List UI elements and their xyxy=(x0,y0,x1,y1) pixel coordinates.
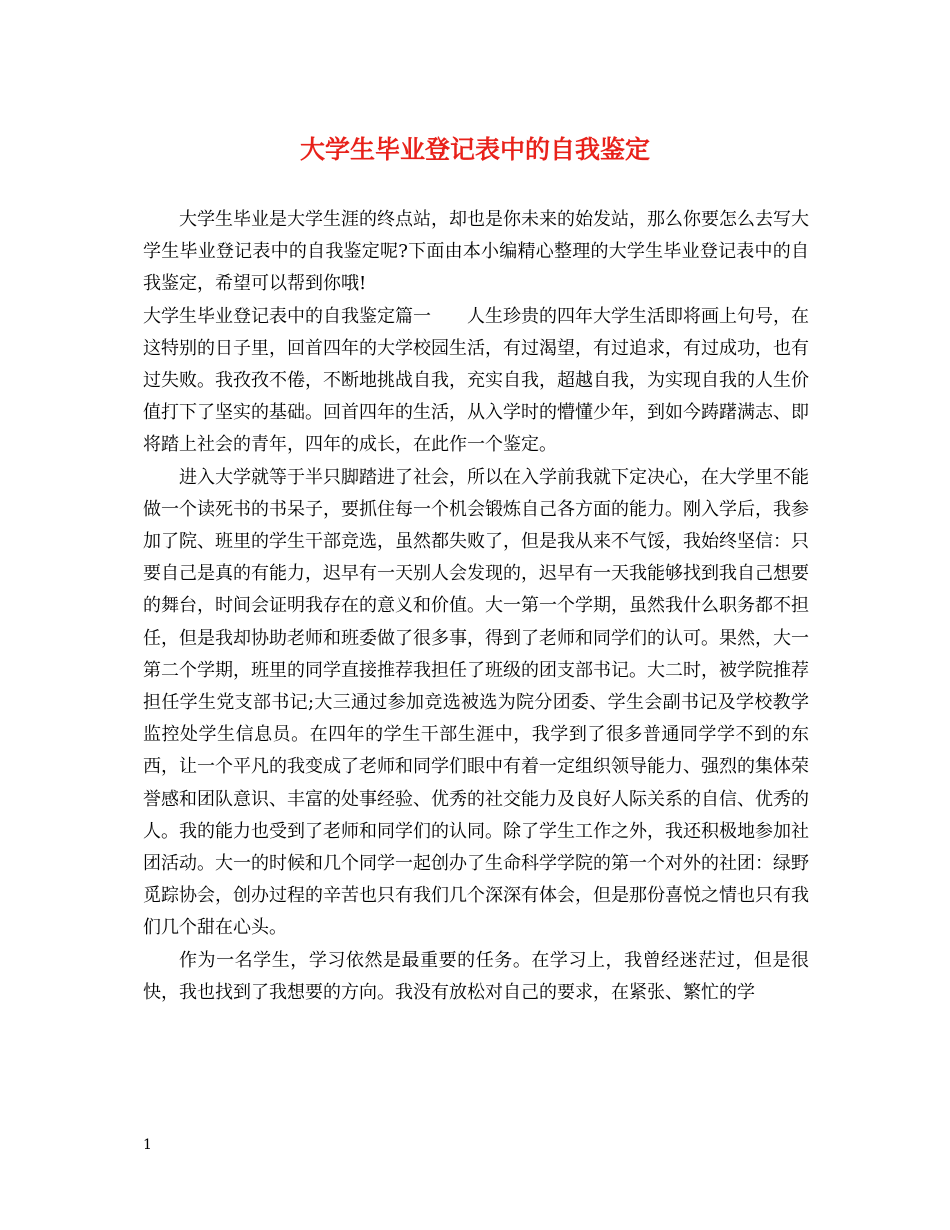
document-title: 大学生毕业登记表中的自我鉴定 xyxy=(299,135,650,164)
section-first-paragraph-text: 人生珍贵的四年大学生活即将画上句号，在这特别的日子里，回首四年的大学校园生活，有过渴望，有过追求，有过成功，也有过失败。我孜孜不倦，不断地挑战自我，充实自我，超越自我，为实现自我的人生价值打下了坚实的基础。回首四年的生活，从入学时的懵懂少年，到如今踌躇满志、即将踏上社会的青年，四年的成长，在此作一个鉴定。 xyxy=(143,305,809,456)
body-paragraph: 作为一名学生，学习依然是最重要的任务。在学习上，我曾经迷茫过，但是很快，我也找到了我想要的方向。我没有放松对自己的要求，在紧张、繁忙的学 xyxy=(143,949,809,1003)
intro-paragraph: 大学生毕业是大学生涯的终点站，却也是你未来的始发站，那么你要怎么去写大学生毕业登记表中的自我鉴定呢?下面由本小编精心整理的大学生毕业登记表中的自我鉴定，希望可以帮到你哦! xyxy=(143,209,809,295)
page-number: 1 xyxy=(143,1137,152,1153)
section-heading: 大学生毕业登记表中的自我鉴定篇一 xyxy=(143,305,431,327)
section-first-paragraph xyxy=(143,301,809,462)
body-paragraph: 进入大学就等于半只脚踏进了社会，所以在入学前我就下定决心，在大学里不能做一个读死书的书呆子，要抓住每一个机会锻炼自己各方面的能力。刚入学后，我参加了院、班里的学生干部竞选，虽然都失败了，但是我从来不气馁，我始终坚信：只要自己是真的有能力，迟早有一天别人会发现的，迟早有一天我能够找到我自己想要的舞台，时间会证明我存在的意义和价值。大一第一个学期，虽然我什么职务都不担任，但是我却协助老师和班委做了很多事，得到了老师和同学们的认可。果然，大一第二个学期，班里的同学直接推荐我担任了班级的团支部书记。大二时，被学院推荐担任学生党支部书记;大三通过参加竞选被选为院分团委、学生会副书记及学校教学监控处学生信息员。在四年的学生干部生涯中，我学到了很多普通同学学不到的东西，让一个平凡的我变成了老师和同学们眼中有着一定组织领导能力、强烈的集体荣誉感和团队意识、丰富的处事经验、优秀的社交能力及良好人际关系的自信、优秀的人。我的能力也受到了老师和同学们的认同。除了学生工作之外，我还积极地参加社团活动。大一的时候和几个同学一起创办了生命科学学院的第一个对外的社团：绿野觅踪协会，创办过程的辛苦也只有我们几个深深有体会，但是那份喜悦之情也只有我们几个甜在心头。 xyxy=(143,466,809,939)
document-body xyxy=(143,204,809,1009)
